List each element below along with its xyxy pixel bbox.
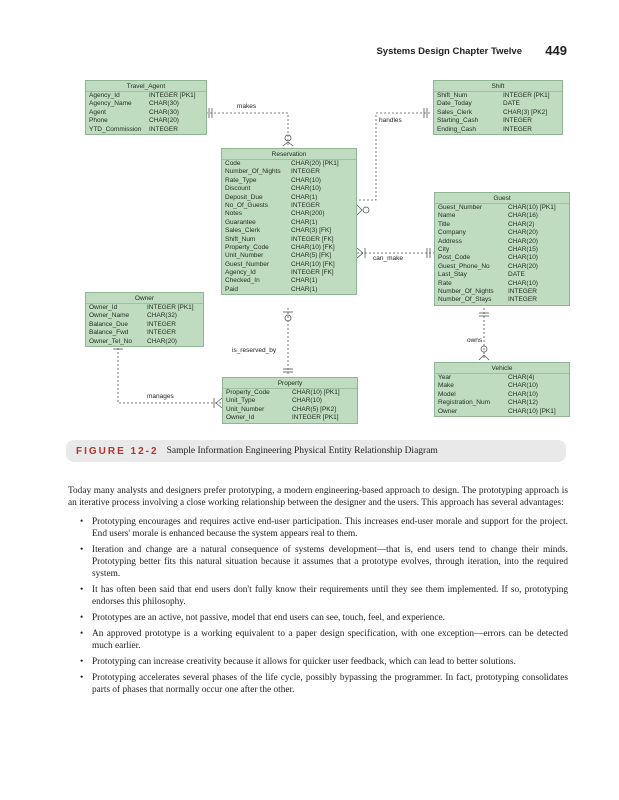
attribute-type: CHAR(10) [FK] — [291, 260, 335, 268]
entity-travel-agent — [85, 80, 207, 135]
attribute-name: Number_Of_Nights — [225, 168, 281, 176]
attribute-type: CHAR(3) [PK2] — [503, 108, 548, 116]
attribute-name: Discount — [225, 185, 251, 193]
entity-vehicle — [434, 362, 570, 417]
attribute-type: CHAR(10) — [508, 390, 538, 398]
attribute-row — [86, 126, 206, 134]
attribute-row — [222, 202, 356, 210]
attribute-name: Shift_Num — [225, 235, 256, 243]
attribute-name: Owner_Tel_No — [89, 337, 132, 345]
attribute-type: CHAR(5) [FK] — [291, 252, 332, 260]
attribute-name: Date_Today — [437, 100, 472, 108]
attribute-type: INTEGER [FK] — [291, 235, 334, 243]
attribute-row — [223, 406, 357, 414]
attribute-type: CHAR(1) — [291, 285, 318, 293]
attribute-type: CHAR(1) — [291, 218, 318, 226]
attribute-row — [86, 329, 203, 337]
attribute-row — [222, 236, 356, 244]
attribute-row — [435, 271, 569, 279]
list-item: • Iteration and change are a natural consequence of systems development—that is, end users tend to change their minds. Prototyping better fits this natural situation because it assumes that a prototype evolves, through iteration, into the required system. — [80, 545, 568, 579]
attribute-row — [222, 277, 356, 285]
attribute-type: INTEGER — [508, 287, 537, 295]
rel-makes-label: makes — [237, 103, 257, 110]
attribute-row — [435, 254, 569, 262]
entity-name: Vehicle — [435, 363, 569, 374]
attribute-type: INTEGER [PK1] — [503, 92, 550, 99]
entity-name: Owner — [86, 293, 203, 304]
attribute-row — [435, 374, 569, 382]
attribute-row — [435, 382, 569, 390]
attribute-row — [435, 408, 569, 416]
attribute-type: INTEGER [PK1] — [292, 414, 339, 422]
attribute-type: CHAR(10) [PK1] — [508, 204, 556, 211]
attribute-type: CHAR(30) — [149, 108, 179, 116]
attribute-name: Agency_Name — [89, 100, 132, 108]
attribute-name: Owner — [438, 407, 458, 415]
attribute-row — [222, 194, 356, 202]
attribute-name: Company — [438, 229, 466, 237]
attribute-type: CHAR(4) — [508, 374, 535, 381]
attribute-name: Year — [438, 374, 452, 381]
attribute-name: Guest_Number — [225, 260, 270, 268]
attribute-row — [435, 238, 569, 246]
attribute-type: CHAR(32) — [147, 312, 177, 320]
attribute-type: INTEGER — [503, 117, 532, 125]
attribute-name: Balance_Fwd — [89, 329, 129, 337]
list-item: • Prototyping encourages and requires active end-user participation. This increases end-user morale and support for the project. End users' morale is enhanced because the system appears real to them. — [80, 517, 568, 539]
attribute-type: CHAR(10) [PK1] — [508, 407, 556, 415]
attribute-row — [86, 321, 203, 329]
attribute-name: Number_Of_Nights — [438, 287, 494, 295]
attribute-row — [86, 117, 206, 125]
list-item: • Prototypes are an active, not passive, model that end users can see, touch, feel, and experience. — [80, 613, 445, 623]
attribute-type: CHAR(20) — [508, 229, 538, 237]
attribute-name: Shift_Num — [437, 92, 468, 99]
attribute-type: CHAR(10) [PK1] — [292, 389, 340, 396]
attribute-row — [223, 414, 357, 422]
attribute-row — [435, 212, 569, 220]
attribute-name: Ending_Cash — [437, 125, 477, 133]
attribute-type: CHAR(12) — [508, 399, 538, 407]
attribute-name: Guarantee — [225, 218, 256, 226]
attribute-name: Owner_Name — [89, 312, 130, 320]
attribute-row — [222, 261, 356, 269]
attribute-type: INTEGER [FK] — [291, 269, 334, 277]
attribute-row — [222, 286, 356, 294]
attribute-row — [434, 126, 562, 134]
attribute-row — [222, 160, 356, 168]
attribute-row — [434, 109, 562, 117]
entity-name: Property — [223, 378, 357, 389]
page-header — [0, 43, 619, 61]
figure-caption — [66, 440, 566, 462]
attribute-name: Agency_Id — [225, 269, 256, 277]
attribute-row — [222, 177, 356, 185]
attribute-name: Guest_Number — [438, 204, 483, 211]
attribute-row — [435, 296, 569, 304]
attribute-type: INTEGER [PK1] — [147, 304, 194, 311]
attribute-row — [86, 109, 206, 117]
attribute-name: Address — [438, 237, 462, 245]
attribute-name: Registration_Num — [438, 399, 491, 407]
attribute-row — [86, 92, 206, 100]
attribute-type: INTEGER — [149, 125, 178, 133]
attribute-name: Post_Code — [438, 254, 471, 262]
attribute-row — [222, 168, 356, 176]
attribute-type: CHAR(10) — [291, 185, 321, 193]
figure-title: Sample Information Engineering Physical Entity Relationship Diagram — [166, 446, 438, 456]
attribute-row — [434, 100, 562, 108]
attribute-name: Owner_Id — [226, 414, 255, 422]
attribute-name: Number_Of_Stays — [438, 296, 492, 304]
attribute-name: Unit_Number — [226, 405, 265, 413]
rel-manages-label: manages — [147, 393, 174, 400]
attribute-row — [222, 227, 356, 235]
rel-can-make-label: can_make — [373, 255, 403, 262]
attribute-name: City — [438, 245, 450, 253]
attribute-type: CHAR(20) — [508, 262, 538, 270]
attribute-row — [435, 399, 569, 407]
attribute-row — [223, 397, 357, 405]
attribute-name: Sales_Clerk — [225, 227, 261, 235]
attribute-row — [434, 117, 562, 125]
attribute-name: No_Of_Guests — [225, 201, 268, 209]
attribute-type: CHAR(15) — [508, 245, 538, 253]
attribute-type: INTEGER — [147, 329, 176, 337]
entity-name: Guest — [435, 193, 569, 204]
attribute-type: INTEGER — [147, 320, 176, 328]
attribute-type: CHAR(20) — [147, 337, 177, 345]
attribute-row — [222, 219, 356, 227]
attribute-row — [435, 288, 569, 296]
attribute-name: Checked_In — [225, 277, 260, 285]
intro-paragraph: Today many analysts and designers prefer prototyping, a modern engineering-based approach to design. The prototyping approach is an iterative process involving a close working relationship between the designer and the users. This approach has several advantages: — [68, 486, 568, 508]
attribute-type: CHAR(10) — [508, 254, 538, 262]
attribute-type: INTEGER — [291, 201, 320, 209]
attribute-type: CHAR(10) — [291, 176, 321, 184]
attribute-type: CHAR(200) — [291, 210, 325, 218]
attribute-row — [86, 304, 203, 312]
figure-label: FIGURE 12-2 — [76, 445, 159, 457]
attribute-name: Make — [438, 382, 454, 390]
attribute-type: CHAR(2) — [508, 220, 535, 228]
attribute-name: Rate_Type — [225, 176, 257, 184]
attribute-type: CHAR(20) — [508, 237, 538, 245]
attribute-row — [86, 312, 203, 320]
attribute-type: DATE — [508, 271, 525, 279]
attribute-name: Unit_Type — [226, 397, 256, 405]
attribute-name: Property_Code — [225, 243, 269, 251]
attribute-type: CHAR(1) — [291, 193, 318, 201]
page-number: 449 — [545, 43, 567, 58]
attribute-row — [222, 244, 356, 252]
rel-owns-label: owns — [467, 337, 483, 344]
attribute-type: CHAR(30) — [149, 100, 179, 108]
attribute-name: Starting_Cash — [437, 117, 479, 125]
attribute-row — [222, 185, 356, 193]
rel-is-reserved-by-label: is_reserved_by — [232, 347, 277, 354]
attribute-type: CHAR(10) — [508, 279, 538, 287]
running-head: Systems Design Chapter Twelve — [376, 46, 522, 57]
attribute-name: Owner_Id — [89, 304, 118, 311]
attribute-type: CHAR(5) [PK2] — [292, 405, 337, 413]
attribute-name: Last_Stay — [438, 271, 467, 279]
attribute-name: Code — [225, 160, 241, 167]
attribute-name: Name — [438, 212, 456, 220]
attribute-row — [434, 92, 562, 100]
attribute-name: Title — [438, 220, 451, 228]
attribute-name: Notes — [225, 210, 242, 218]
attribute-type: INTEGER [PK1] — [149, 92, 196, 99]
attribute-type: CHAR(20) — [149, 117, 179, 125]
attribute-name: Balance_Due — [89, 320, 129, 328]
rel-handles-label: handles — [379, 117, 402, 124]
entity-name: Travel_Agent — [86, 81, 206, 92]
attribute-name: Guest_Phone_No — [438, 262, 490, 270]
attribute-type: DATE — [503, 100, 520, 108]
entity-name: Reservation — [222, 149, 356, 160]
body-text — [68, 485, 568, 700]
attribute-type: CHAR(10) — [508, 382, 538, 390]
list-item: • An approved prototype is a working equivalent to a paper design specification, with one exception—errors can be detected much earlier. — [80, 629, 568, 651]
attribute-row — [435, 221, 569, 229]
attribute-row — [435, 280, 569, 288]
attribute-row — [86, 338, 203, 346]
attribute-row — [435, 204, 569, 212]
entity-property — [222, 377, 358, 424]
attribute-name: Property_Code — [226, 389, 270, 396]
attribute-type: INTEGER — [508, 296, 537, 304]
attribute-row — [86, 100, 206, 108]
attribute-name: YTD_Commission — [89, 125, 142, 133]
attribute-type: CHAR(3) [FK] — [291, 227, 332, 235]
attribute-name: Agent — [89, 108, 106, 116]
attribute-type: CHAR(10) — [292, 397, 322, 405]
attribute-name: Paid — [225, 285, 239, 293]
attribute-name: Unit_Number — [225, 252, 264, 260]
attribute-type: CHAR(1) — [291, 277, 318, 285]
attribute-name: Model — [438, 390, 456, 398]
attribute-row — [222, 252, 356, 260]
attribute-row — [435, 263, 569, 271]
attribute-row — [223, 389, 357, 397]
entity-name: Shift — [434, 81, 562, 92]
attribute-row — [435, 246, 569, 254]
attribute-name: Sales_Clerk — [437, 108, 473, 116]
attribute-row — [435, 391, 569, 399]
advantages-list — [68, 516, 568, 696]
attribute-row — [435, 229, 569, 237]
attribute-type: CHAR(20) [PK1] — [291, 160, 339, 167]
attribute-row — [222, 210, 356, 218]
list-item: • Prototyping accelerates several phases of the life cycle, possibly bypassing the programmer. In fact, prototyping consolidates parts of phases that normally occur one after the other. — [80, 673, 568, 695]
entity-shift — [433, 80, 563, 135]
attribute-type: INTEGER — [291, 168, 320, 176]
attribute-row — [222, 269, 356, 277]
list-item: • It has often been said that end users don't fully know their requirements until they see them implemented. If so, prototyping endorses this philosophy. — [80, 585, 568, 607]
attribute-name: Rate — [438, 279, 452, 287]
attribute-type: CHAR(10) [FK] — [291, 243, 335, 251]
entity-owner — [85, 292, 204, 347]
attribute-name: Phone — [89, 117, 108, 125]
attribute-name: Agency_Id — [89, 92, 120, 99]
entity-guest — [434, 192, 570, 306]
entity-reservation — [221, 148, 357, 295]
attribute-type: CHAR(16) — [508, 212, 538, 220]
list-item: • Prototyping can increase creativity because it allows for quicker user feedback, which can lead to better solutions. — [80, 657, 516, 667]
attribute-type: INTEGER — [503, 125, 532, 133]
attribute-name: Deposit_Due — [225, 193, 263, 201]
